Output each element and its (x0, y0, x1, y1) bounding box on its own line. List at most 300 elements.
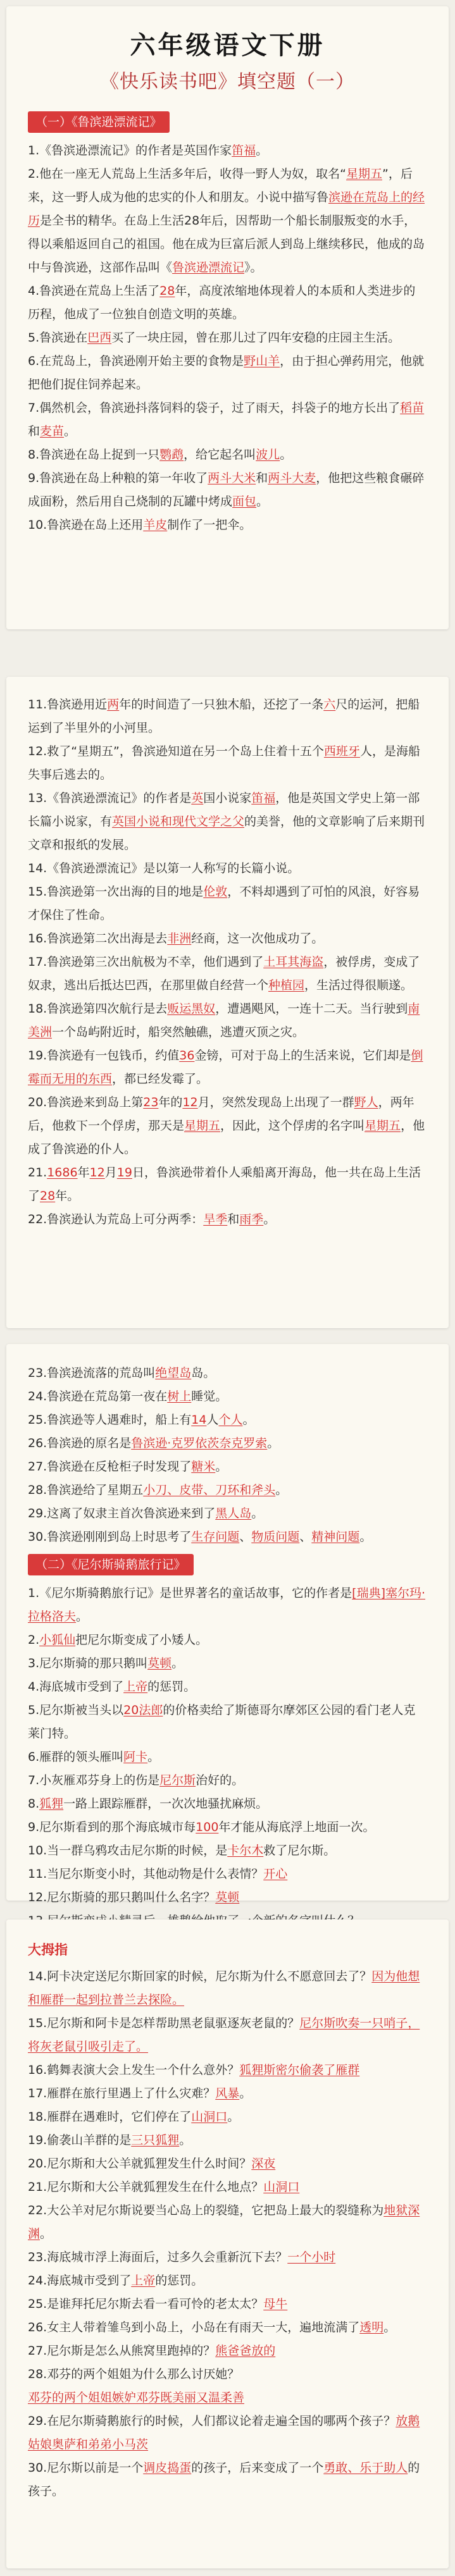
question-text: 鲁滨逊第一次出海的目的地是 (47, 885, 204, 899)
question-number: 24. (28, 1390, 47, 1403)
question-text: ，给它起名叫 (184, 448, 256, 462)
question-number: 6. (28, 1750, 40, 1764)
question-text: 鲁滨逊第二次出海是去 (47, 932, 168, 946)
answer-text: 20法郎 (123, 1703, 163, 1717)
answer-text: 莫顿 (147, 1656, 172, 1670)
question-text: 偷袭山羊群的是 (47, 2133, 132, 2147)
question-number: 22. (28, 2203, 47, 2217)
answer-text: 100 (196, 1820, 219, 1834)
question-text: 和 (227, 1212, 240, 1226)
question-text: 海底城市受到了 (39, 1680, 124, 1694)
question-text: 鲁滨逊有一包钱币，约值 (47, 1049, 180, 1063)
answer-text: 伦敦 (203, 885, 228, 899)
answer-text: 南美洲 (28, 1002, 420, 1039)
question-text: 治好的。 (196, 1773, 244, 1787)
answer-text: 笛福 (251, 791, 276, 805)
answer-text: 波儿 (256, 448, 280, 462)
question-item (28, 927, 427, 951)
question-text: 。 (242, 1413, 255, 1427)
question-text: 尼尔斯骑的那只鹅叫 (39, 1656, 148, 1670)
question-item (28, 1385, 427, 1408)
question-number: 16. (28, 2063, 47, 2077)
question-text: 。 (179, 2133, 192, 2147)
answer-text: 23 (143, 1095, 159, 1109)
question-text: 鲁滨逊的原名是 (47, 1436, 132, 1450)
question-text: 人，是海船失事后逃去的。 (28, 744, 420, 782)
question-item (28, 1629, 427, 1652)
question-text: 岛。 (191, 1366, 216, 1380)
answer-text: 上帝 (131, 2274, 156, 2288)
question-text: 年，高度浓缩地体现着人的本质和人类进步的历程，他成了一位独自创造文明的英雄。 (28, 284, 416, 321)
answer-text: 种植园 (268, 978, 305, 992)
question-item (28, 2246, 427, 2269)
question-text: 的美誉，他的文章影响了后来期刊文章和报纸的发展。 (28, 815, 425, 852)
answer-text: 狐狸斯密尔偷袭了雁群 (239, 2063, 360, 2077)
answer-text: 阿卡 (123, 1750, 148, 1764)
question-text: 。 (359, 1530, 372, 1544)
question-item (28, 2316, 427, 2339)
question-number: 26. (28, 1436, 47, 1450)
question-number: 3. (28, 1656, 40, 1670)
question-text: 把尼尔斯变成了小矮人。 (75, 1633, 208, 1647)
answer-text: 透明 (359, 2320, 384, 2334)
question-text: 、 (299, 1530, 312, 1544)
question-text: 大公羊对尼尔斯说要当心岛上的裂缝，它把岛上最大的裂缝称为 (47, 2203, 384, 2217)
question-text: 的惩罚。 (147, 1680, 196, 1694)
section-heading: 大拇指 (28, 1942, 68, 1957)
question-text: 国小说家 (203, 791, 252, 805)
question-item (28, 951, 427, 997)
answer-text: 英 (191, 791, 204, 805)
question-item (28, 1455, 427, 1479)
answer-text: 非洲 (167, 932, 192, 946)
question-text: 尼尔斯和大公羊就狐狸发生在什么地点？ (47, 2180, 264, 2194)
question-text: 鲁滨逊用近 (47, 698, 108, 712)
question-text: 年 (77, 1166, 90, 1180)
question-item (28, 163, 427, 280)
answer-text: 小狐仙 (39, 1633, 76, 1647)
question-number: 11. (28, 1867, 47, 1881)
answer-text: 邓芬的两个姐姐嫉妒邓芬既美丽又温柔善 (28, 2391, 245, 2405)
question-text: 人 (206, 1413, 219, 1427)
question-number: 23. (28, 2250, 47, 2264)
card-1 (6, 6, 449, 629)
question-number: 15. (28, 885, 47, 899)
question-text: ，两年后，他救下一个俘虏，那天是 (28, 1095, 414, 1133)
question-text: 买了一块庄园，曾在那儿过了四年安稳的庄园主生活。 (111, 331, 401, 345)
question-text: 月，突然发现岛上出现了一群 (197, 1095, 354, 1109)
question-text: 雁群在遇难时，它们停在了 (47, 2110, 192, 2124)
question-text: 鲁滨逊在荒岛第一夜在 (47, 1390, 168, 1403)
question-item (28, 1582, 427, 1629)
answer-text: 星期五 (346, 167, 383, 181)
question-text: 睡觉。 (191, 1390, 228, 1403)
question-text: 鲁滨逊认为荒岛上可分两季： (47, 1212, 204, 1226)
question-text: ，不料却遇到了可怕的风浪，好容易才保住了性命。 (28, 885, 420, 922)
answer-text: 莫顿 (215, 1890, 240, 1904)
question-number: 17. (28, 955, 47, 969)
answer-text: 两 (107, 698, 120, 712)
question-number: 7. (28, 1773, 40, 1787)
question-number: 12. (28, 744, 47, 758)
answer-text: 巴西 (87, 331, 112, 345)
question-text: 《鲁滨逊漂流记》是以第一人称写的长篇小说。 (47, 861, 300, 875)
answer-text: 14 (191, 1413, 207, 1427)
answer-text: 调皮捣蛋 (143, 2461, 192, 2475)
answer-text: 1686 (47, 1166, 78, 1180)
question-number: 28. (28, 2367, 47, 2381)
answer-text: 卡尔木 (227, 1844, 264, 1858)
answer-text: 鹦鹉 (159, 448, 184, 462)
answer-text: 旱季 (203, 1212, 228, 1226)
answer-text: 六 (323, 698, 336, 712)
question-text: 鲁滨逊来到岛上第 (47, 1095, 144, 1109)
card-4 (6, 1920, 449, 2568)
question-text: 尼尔斯和阿卡是怎样帮助黑老鼠驱逐灰老鼠的？ (47, 2016, 300, 2030)
question-text: ”，后来，这一野人成为他的忠实的仆人和朋友。小说中描写鲁 (28, 167, 413, 204)
question-item (28, 2456, 427, 2503)
answer-text: 野山羊 (244, 354, 280, 368)
question-item (28, 2199, 427, 2246)
answer-text: 英国小说和现代文学之父 (112, 815, 245, 829)
answer-text: 个人 (218, 1413, 243, 1427)
answer-text: 鲁滨逊漂流记 (172, 261, 245, 274)
question-text: ，他成了鲁滨逊的仆人。 (28, 1119, 425, 1156)
question-text: 救了“星期五”，鲁滨逊知道在另一个岛上住着十五个 (47, 744, 324, 758)
question-number: 5. (28, 1703, 40, 1717)
question-text: 》。 (244, 261, 263, 274)
question-item (28, 2293, 427, 2316)
answer-text: 因为他想和雁群一起到拉普兰去探险。 (28, 1969, 420, 2007)
answer-text: 狐狸 (39, 1797, 64, 1811)
question-text: 鲁滨逊在荒岛上生活了 (39, 284, 160, 298)
question-number: 10. (28, 1844, 47, 1858)
answer-text: 19 (116, 1166, 132, 1180)
question-text: 雁群的领头雁叫 (39, 1750, 124, 1764)
answer-text: 绝望岛 (155, 1366, 192, 1380)
question-text: 海底城市浮上海面后，过多久会重新沉下去？ (47, 2250, 288, 2264)
question-text: 月 (104, 1166, 117, 1180)
answer-text: 鲁滨逊·克罗依茨奈克罗索 (131, 1436, 268, 1450)
question-text: 和 (28, 424, 41, 438)
question-text: 小灰雁邓芬身上的伤是 (39, 1773, 160, 1787)
question-text: 。 (267, 1436, 280, 1450)
answer-text: 28 (40, 1189, 56, 1203)
question-item (28, 1886, 427, 1909)
question-text: 一路上跟踪雁群，一次次地骚扰麻烦。 (63, 1797, 268, 1811)
question-text: ，被俘虏，变成了奴隶，逃出后抵达巴西，在那里做自经营一个 (28, 955, 420, 992)
question-list (28, 693, 427, 1231)
question-item (28, 2012, 427, 2059)
question-item (28, 880, 427, 927)
question-list (28, 1582, 427, 1933)
question-number: 21. (28, 1166, 47, 1180)
question-item (28, 2339, 427, 2363)
question-item (28, 280, 427, 326)
question-item (28, 2176, 427, 2199)
question-item (28, 397, 427, 443)
question-number: 30. (28, 2461, 47, 2475)
question-text: 。 (256, 144, 268, 157)
section-heading: （一）《鲁滨逊漂流记》 (28, 111, 170, 133)
answer-text: 稻苗 (400, 401, 425, 415)
question-text: 鲁滨逊在 (39, 331, 88, 345)
answer-text: 风暴 (215, 2086, 240, 2100)
answer-text: 28 (159, 284, 175, 298)
question-text: 。 (251, 1507, 264, 1520)
question-item (28, 1091, 427, 1161)
question-text: 《尼尔斯骑鹅旅行记》是世界著名的童话故事，它的作者是 (39, 1586, 352, 1600)
question-item (28, 1863, 427, 1886)
question-number: 1. (28, 1586, 40, 1600)
answer-text: 西班牙 (323, 744, 360, 758)
question-text: 救了尼尔斯。 (263, 1844, 336, 1858)
question-text: 是谁拜托尼尔斯去看一看可怜的老太太？ (47, 2297, 264, 2311)
question-number: 18. (28, 2110, 47, 2124)
question-number: 24. (28, 2274, 47, 2288)
question-text: 。 (147, 1750, 160, 1764)
answer-text: 山洞口 (191, 2110, 228, 2124)
question-list (28, 1965, 427, 2503)
question-text: ，因此，这个俘虏的名字叫 (220, 1119, 365, 1133)
question-number: 6. (28, 354, 40, 368)
question-item (28, 1792, 427, 1816)
question-item (28, 1839, 427, 1863)
question-item (28, 1479, 427, 1502)
question-number: 9. (28, 471, 40, 485)
question-text: 。 (215, 1460, 228, 1474)
question-text: 。 (239, 2086, 252, 2100)
question-text: 雁群在旅行里遇上了什么灾难？ (47, 2086, 216, 2100)
answer-text: 山洞口 (263, 2180, 300, 2194)
answer-text: 两斗大麦 (268, 471, 316, 485)
question-number: 27. (28, 1460, 47, 1474)
question-number: 20. (28, 2157, 47, 2171)
question-text: 尼尔斯骑的那只鹅叫什么名字？ (47, 1890, 216, 1904)
question-text: 。 (275, 1483, 288, 1497)
question-list (28, 1362, 427, 1549)
question-number: 15. (28, 2016, 47, 2030)
answer-text: 勇敢、乐于助人 (323, 2461, 408, 2475)
answer-text: 野人 (354, 1095, 378, 1109)
answer-text: 一个小时 (287, 2250, 336, 2264)
question-text: 。 (171, 1656, 184, 1670)
question-number: 5. (28, 331, 40, 345)
question-item (28, 2386, 427, 2410)
answer-text: 36 (179, 1049, 195, 1063)
question-text: 尼尔斯被当头以 (39, 1703, 124, 1717)
answer-text: 笛福 (232, 144, 256, 157)
question-number: 25. (28, 2297, 47, 2311)
answer-text: 开心 (263, 1867, 288, 1881)
answer-text: 麦苗 (40, 424, 65, 438)
question-text: 这离了奴隶主首次鲁滨逊来到了 (47, 1507, 216, 1520)
question-number: 14. (28, 1969, 47, 1983)
answer-text: 土耳其海盗 (263, 955, 324, 969)
question-number: 29. (28, 1507, 47, 1520)
question-item (28, 326, 427, 350)
question-text: ，他把这些粮食碾碎成面粉，然后用自己烧制的瓦罐中烤成 (28, 471, 425, 508)
question-item (28, 1965, 427, 2012)
answer-text: 上帝 (123, 1680, 148, 1694)
question-item (28, 1362, 427, 1385)
answer-text: 放鹅姑娘奥萨和弟弟小马茨 (28, 2414, 420, 2451)
answer-text: 熊爸爸放的 (215, 2344, 276, 2358)
question-text: 他在一座无人荒岛上生活多年后，收得一野人为奴，取名“ (39, 167, 346, 181)
question-text: 日，鲁滨逊带着仆人乘船离开海岛，他一共在岛上生活了 (28, 1166, 421, 1203)
answer-text: 小刀、皮带、刀环和斧头 (143, 1483, 276, 1497)
question-number: 18. (28, 1002, 47, 1016)
question-item (28, 1652, 427, 1675)
question-item (28, 350, 427, 397)
question-number: 10. (28, 518, 47, 532)
question-text: 在尼尔斯骑鹅旅行的时候，人们都议论着走遍全国的哪两个孩子？ (47, 2414, 396, 2428)
question-text: 鲁滨逊等人遇难时，船上有 (47, 1413, 192, 1427)
answer-text: [瑞典]塞尔玛·拉格洛夫 (28, 1586, 426, 1624)
question-item (28, 857, 427, 880)
question-number: 20. (28, 1095, 47, 1109)
question-number: 8. (28, 448, 40, 462)
question-item (28, 2410, 427, 2456)
question-number: 7. (28, 401, 40, 415)
section-heading: （二）《尼尔斯骑鹅旅行记》 (28, 1554, 194, 1575)
answer-text: 三只狐狸 (131, 2133, 180, 2147)
question-text: 。 (76, 1610, 89, 1624)
question-number: 30. (28, 1530, 47, 1544)
question-item (28, 1408, 427, 1432)
card-2 (6, 677, 449, 1328)
answer-text: 星期五 (184, 1119, 221, 1133)
question-number: 4. (28, 284, 40, 298)
question-number: 14. (28, 861, 47, 875)
answer-text: 深夜 (251, 2157, 276, 2171)
page-subtitle: 《快乐读书吧》填空题（一） (100, 71, 355, 93)
question-item (28, 1502, 427, 1525)
question-item (28, 2269, 427, 2293)
question-text: 尼尔斯看到的那个海底城市每 (39, 1820, 196, 1834)
question-text: ，他是英国文学史上第一部长篇小说家，有 (28, 791, 420, 829)
question-text: 当一群乌鸦攻击尼尔斯的时候，是 (47, 1844, 228, 1858)
question-text: 当尼尔斯变小时，其他动物是什么表情？ (47, 1867, 264, 1881)
question-text: 《鲁滨逊漂流记》的作者是 (47, 791, 192, 805)
question-text: 金镑，可对于岛上的生活来说，它们却是 (194, 1049, 411, 1063)
page-title: 六年级语文下册 (130, 31, 325, 60)
question-text: 邓芬的两个姐姐为什么那么讨厌她？ (47, 2367, 240, 2381)
question-text: 鲁滨逊刚刚到岛上时思考了 (47, 1530, 192, 1544)
question-text: ，由于担心弹药用完，他就把他们捉住饲养起来。 (28, 354, 425, 391)
question-number: 16. (28, 932, 47, 946)
question-number: 29. (28, 2414, 47, 2428)
question-text: 一个岛屿附近时，船突然触礁，逃遭灭顶之灾。 (52, 1025, 305, 1039)
question-item (28, 1432, 427, 1455)
question-text: 的孩子，后来变成了一个 (191, 2461, 324, 2475)
question-item (28, 1161, 427, 1208)
question-item (28, 514, 427, 537)
answer-text: 黑人岛 (215, 1507, 252, 1520)
question-text: 尼尔斯以前是一个 (47, 2461, 144, 2475)
question-text: ，遭遇飓风，一连十二天。当行驶到 (215, 1002, 408, 1016)
answer-text: 12 (182, 1095, 198, 1109)
question-number: 9. (28, 1820, 40, 1834)
question-text: 经商，这一次他成功了。 (191, 932, 324, 946)
question-number: 17. (28, 2086, 47, 2100)
question-text: 年。 (55, 1189, 80, 1203)
answer-text: 雨季 (239, 1212, 264, 1226)
question-number: 13. (28, 791, 47, 805)
answer-text: 精神问题 (311, 1530, 360, 1544)
question-text: 年的时间造了一只独木船，还挖了一条 (119, 698, 324, 712)
question-text: 的孩子。 (28, 2461, 420, 2498)
question-text: 。 (227, 2110, 240, 2124)
question-number: 19. (28, 2133, 47, 2147)
answer-text: 羊皮 (143, 518, 168, 532)
question-item (28, 467, 427, 514)
answer-text: 两斗大米 (208, 471, 256, 485)
question-item (28, 1699, 427, 1746)
question-item (28, 443, 427, 467)
question-text: 尼尔斯是怎么从熊窝里跑掉的？ (47, 2344, 216, 2358)
question-item (28, 2105, 427, 2129)
question-text: 制作了一把伞。 (167, 518, 252, 532)
answer-text: 星期五 (365, 1119, 401, 1133)
answer-text: 母牛 (263, 2297, 288, 2311)
question-item (28, 693, 427, 740)
question-text: 的价格卖给了斯德哥尔摩郊区公园的看门老人克莱门特。 (28, 1703, 416, 1741)
question-text: 鲁滨逊在反枪柜子时发现了 (47, 1460, 192, 1474)
question-item (28, 2059, 427, 2082)
question-item (28, 2363, 427, 2386)
question-text: 海底城市受到了 (47, 2274, 132, 2288)
question-number: 25. (28, 1413, 47, 1427)
answer-text: 糖米 (191, 1460, 216, 1474)
question-item (28, 1746, 427, 1769)
question-item (28, 1816, 427, 1839)
question-number: 12. (28, 1890, 47, 1904)
question-text: 。 (40, 2227, 53, 2241)
question-number: 19. (28, 1049, 47, 1063)
question-text: 尺的运河，把船运到了半里外的小河里。 (28, 698, 420, 735)
question-text: 在荒岛上，鲁滨逊刚开始主要的食物是 (39, 354, 244, 368)
question-item (28, 1675, 427, 1699)
question-text: 鹤舞表演大会上发生一个什么意外？ (47, 2063, 240, 2077)
question-text: 《鲁滨逊漂流记》的作者是英国作家 (39, 144, 232, 157)
question-item (28, 997, 427, 1044)
question-text: 尼尔斯和大公羊就狐狸发生什么时间？ (47, 2157, 252, 2171)
answer-text: 尼尔斯 (159, 1773, 196, 1787)
answer-text: 面包 (232, 495, 257, 508)
answer-text: 物质问题 (251, 1530, 300, 1544)
answer-text: 尼尔斯吹奏一只哨子，将灰老鼠引吸引走了。 (28, 2016, 420, 2054)
answer-text: 生存问题 (191, 1530, 240, 1544)
answer-text: 地狱深渊 (28, 2203, 420, 2241)
question-item (28, 2082, 427, 2105)
question-text: ，都已经发霉了。 (112, 1072, 209, 1086)
question-item (28, 1208, 427, 1231)
question-text: 。 (263, 1212, 276, 1226)
question-text: 的惩罚。 (155, 2274, 204, 2288)
question-item (28, 2129, 427, 2152)
question-text: 鲁滨逊在岛上捉到一只 (39, 448, 160, 462)
question-item (28, 1044, 427, 1091)
answer-text: 12 (89, 1166, 105, 1180)
question-text: 鲁滨逊第三次出航极为不幸，他们遇到了 (47, 955, 264, 969)
question-text: 和 (256, 471, 268, 485)
question-item (28, 787, 427, 857)
question-number: 11. (28, 698, 47, 712)
card-3 (6, 1344, 449, 1904)
question-number: 2. (28, 167, 40, 181)
question-number: 8. (28, 1797, 40, 1811)
